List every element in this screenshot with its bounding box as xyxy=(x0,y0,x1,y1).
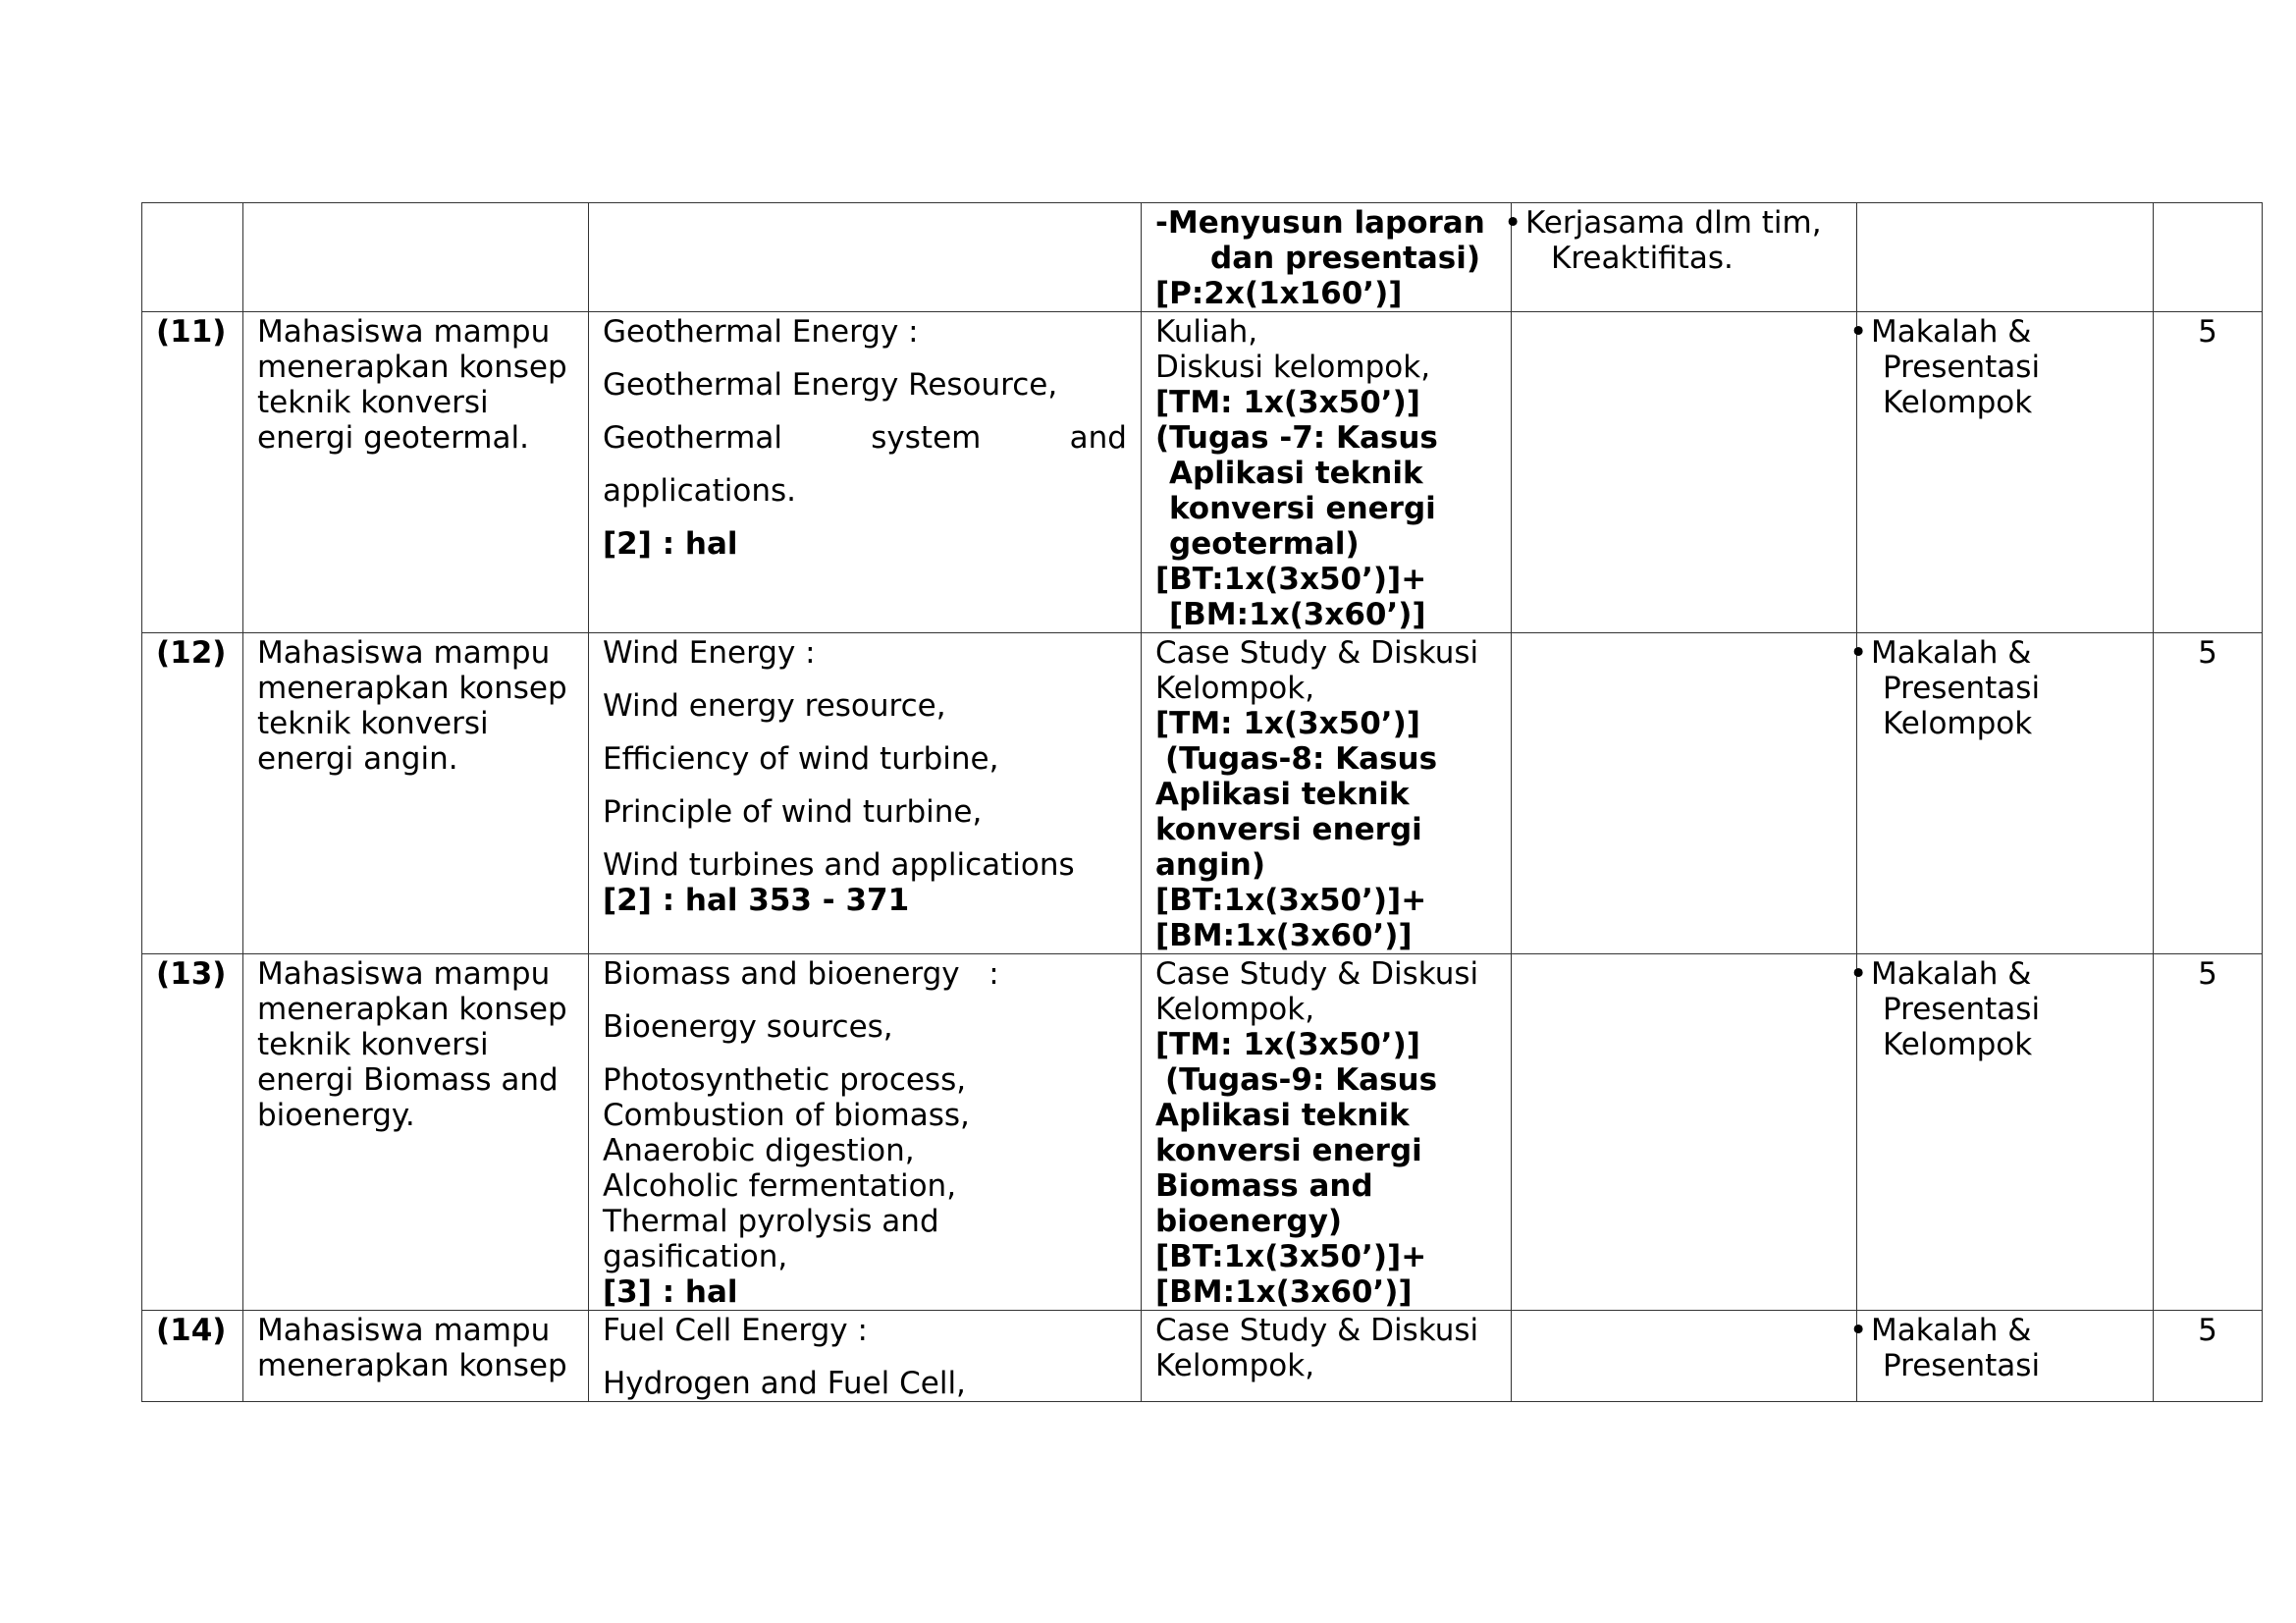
materi-line: Wind turbines and applications xyxy=(603,847,1075,883)
metode-line: Kuliah, xyxy=(1155,314,1258,350)
metode-line: [BM:1x(3x60’)] xyxy=(1155,1274,1413,1310)
kemampuan-line: menerapkan konsep xyxy=(257,671,567,706)
kemampuan-line: Mahasiswa mampu xyxy=(257,635,551,671)
kemampuan-line: menerapkan konsep xyxy=(257,992,567,1027)
materi-line: Wind Energy : xyxy=(603,635,816,671)
penilaian-line: Makalah & xyxy=(1871,956,2032,992)
metode-line: (Tugas -7: Kasus xyxy=(1155,420,1438,456)
metode-line: Aplikasi teknik xyxy=(1155,777,1410,812)
cell-kemampuan xyxy=(243,633,589,954)
metode-line: bioenergy) xyxy=(1155,1204,1343,1239)
materi-word: Geothermal xyxy=(603,420,782,456)
cell-bobot: 5 xyxy=(2154,954,2263,1311)
kemampuan-line: Mahasiswa mampu xyxy=(257,314,551,350)
penilaian-line: Makalah & xyxy=(1871,314,2032,350)
kemampuan-line: Mahasiswa mampu xyxy=(257,1313,551,1348)
materi-line: Thermal pyrolysis and xyxy=(603,1204,939,1239)
cell-penilaian xyxy=(1849,312,2154,633)
cell-kriteria xyxy=(1512,633,1857,954)
cell-materi xyxy=(589,954,1142,1311)
kemampuan-line: energi Biomass and xyxy=(257,1062,559,1098)
bullet-icon: • xyxy=(1849,314,1868,350)
metode-line: Aplikasi teknik xyxy=(1155,1098,1410,1133)
materi-line: Hydrogen and Fuel Cell, xyxy=(603,1366,966,1401)
cell-metode xyxy=(1142,1311,1512,1402)
metode-line: [BT:1x(3x50’)]+ xyxy=(1155,1239,1427,1274)
metode-line: Aplikasi teknik xyxy=(1169,456,1423,491)
penilaian-line: Presentasi xyxy=(1883,671,2041,706)
table-row xyxy=(142,1311,2263,1402)
metode-line: Kelompok, xyxy=(1155,1348,1315,1383)
table-row xyxy=(142,954,2263,1311)
kemampuan-line: energi geotermal. xyxy=(257,420,529,456)
cell-penilaian xyxy=(1849,1311,2154,1402)
kemampuan-line: bioenergy. xyxy=(257,1098,415,1133)
rps-table xyxy=(141,202,2263,1402)
cell-materi xyxy=(589,203,1142,312)
cell-bobot xyxy=(2154,203,2263,312)
cell-metode xyxy=(1142,954,1512,1311)
cell-kemampuan xyxy=(243,1311,589,1402)
cell-penilaian xyxy=(1849,954,2154,1311)
kemampuan-line: menerapkan konsep xyxy=(257,350,567,385)
penilaian-line: Makalah & xyxy=(1871,1313,2032,1348)
cell-metode xyxy=(1142,312,1512,633)
cell-no xyxy=(142,203,243,312)
materi-line: Biomass and bioenergy : xyxy=(603,956,999,992)
penilaian-line: Kelompok xyxy=(1883,385,2033,420)
metode-line: Case Study & Diskusi xyxy=(1155,956,1479,992)
materi-line: Alcoholic fermentation, xyxy=(603,1168,957,1204)
materi-reference: [3] : hal xyxy=(603,1274,738,1310)
kemampuan-line: teknik konversi xyxy=(257,706,489,741)
kemampuan-line: teknik konversi xyxy=(257,1027,489,1062)
penilaian-line: Kelompok xyxy=(1883,1027,2033,1062)
materi-line: gasification, xyxy=(603,1239,788,1274)
cell-kriteria xyxy=(1504,203,1857,312)
cell-materi xyxy=(589,633,1142,954)
bullet-icon: • xyxy=(1849,956,1868,992)
metode-line: -Menyusun laporan xyxy=(1155,205,1485,241)
metode-line: konversi energi xyxy=(1169,491,1436,526)
metode-line: [TM: 1x(3x50’)] xyxy=(1155,706,1420,741)
materi-word: and xyxy=(1069,420,1127,456)
materi-line: applications. xyxy=(603,473,797,509)
cell-bobot: 5 xyxy=(2154,633,2263,954)
table-row xyxy=(142,203,2263,312)
cell-penilaian xyxy=(1849,633,2154,954)
penilaian-line: Kelompok xyxy=(1883,706,2033,741)
materi-line: Principle of wind turbine, xyxy=(603,794,983,830)
cell-metode xyxy=(1142,633,1512,954)
metode-line: [BM:1x(3x60’)] xyxy=(1155,918,1413,953)
cell-materi xyxy=(589,312,1142,633)
cell-kriteria xyxy=(1512,312,1857,633)
bullet-icon: • xyxy=(1849,1313,1868,1348)
materi-line-justified xyxy=(603,420,1127,456)
cell-kemampuan xyxy=(243,954,589,1311)
materi-line: Combustion of biomass, xyxy=(603,1098,970,1133)
metode-line: Case Study & Diskusi xyxy=(1155,635,1479,671)
materi-line: Wind energy resource, xyxy=(603,688,946,724)
metode-line: (Tugas-9: Kasus xyxy=(1165,1062,1438,1098)
metode-line: Biomass and xyxy=(1155,1168,1373,1204)
kemampuan-line: menerapkan konsep xyxy=(257,1348,567,1383)
materi-reference: [2] : hal 353 - 371 xyxy=(603,883,910,918)
penilaian-line: Presentasi xyxy=(1883,992,2041,1027)
materi-line: Bioenergy sources, xyxy=(603,1009,893,1045)
metode-line: angin) xyxy=(1155,847,1266,883)
metode-line: konversi energi xyxy=(1155,812,1422,847)
cell-kemampuan xyxy=(243,203,589,312)
cell-metode xyxy=(1142,203,1512,312)
metode-line: [BM:1x(3x60’)] xyxy=(1169,597,1426,632)
metode-line: Kelompok, xyxy=(1155,992,1315,1027)
materi-line: Fuel Cell Energy : xyxy=(603,1313,868,1348)
penilaian-line: Makalah & xyxy=(1871,635,2032,671)
materi-line: Geothermal Energy : xyxy=(603,314,919,350)
kemampuan-line: Mahasiswa mampu xyxy=(257,956,551,992)
metode-line: dan presentasi) xyxy=(1210,241,1481,276)
metode-line: Kelompok, xyxy=(1155,671,1315,706)
metode-line: [BT:1x(3x50’)]+ xyxy=(1155,562,1427,597)
materi-line: Efficiency of wind turbine, xyxy=(603,741,999,777)
materi-reference: [2] : hal xyxy=(603,526,738,562)
metode-line: [BT:1x(3x50’)]+ xyxy=(1155,883,1427,918)
materi-line: Anaerobic digestion, xyxy=(603,1133,915,1168)
cell-bobot: 5 xyxy=(2154,1311,2263,1402)
cell-no: (12) xyxy=(142,633,243,954)
cell-bobot: 5 xyxy=(2154,312,2263,633)
metode-line: [TM: 1x(3x50’)] xyxy=(1155,385,1420,420)
bullet-icon: • xyxy=(1849,635,1868,671)
materi-word: system xyxy=(871,420,982,456)
cell-kriteria xyxy=(1512,1311,1857,1402)
metode-line: [P:2x(1x160’)] xyxy=(1155,276,1403,311)
materi-line: Geothermal Energy Resource, xyxy=(603,367,1058,403)
kemampuan-line: teknik konversi xyxy=(257,385,489,420)
metode-line: geotermal) xyxy=(1169,526,1360,562)
materi-line: Photosynthetic process, xyxy=(603,1062,967,1098)
cell-penilaian xyxy=(1857,203,2154,312)
penilaian-line: Presentasi xyxy=(1883,350,2041,385)
cell-no: (13) xyxy=(142,954,243,1311)
table-row xyxy=(142,633,2263,954)
metode-line: (Tugas-8: Kasus xyxy=(1165,741,1438,777)
kemampuan-line: energi angin. xyxy=(257,741,458,777)
cell-kemampuan xyxy=(243,312,589,633)
metode-line: konversi energi xyxy=(1155,1133,1422,1168)
metode-line: [TM: 1x(3x50’)] xyxy=(1155,1027,1420,1062)
cell-no: (11) xyxy=(142,312,243,633)
kriteria-line: Kreaktifitas. xyxy=(1551,241,1734,276)
cell-kriteria xyxy=(1512,954,1857,1311)
table-row xyxy=(142,312,2263,633)
cell-no: (14) xyxy=(142,1311,243,1402)
penilaian-line: Presentasi xyxy=(1883,1348,2041,1383)
kriteria-line: Kerjasama dlm tim, xyxy=(1525,205,1822,241)
bullet-icon: • xyxy=(1504,205,1522,241)
metode-line: Diskusi kelompok, xyxy=(1155,350,1431,385)
metode-line: Case Study & Diskusi xyxy=(1155,1313,1479,1348)
cell-materi xyxy=(589,1311,1142,1402)
